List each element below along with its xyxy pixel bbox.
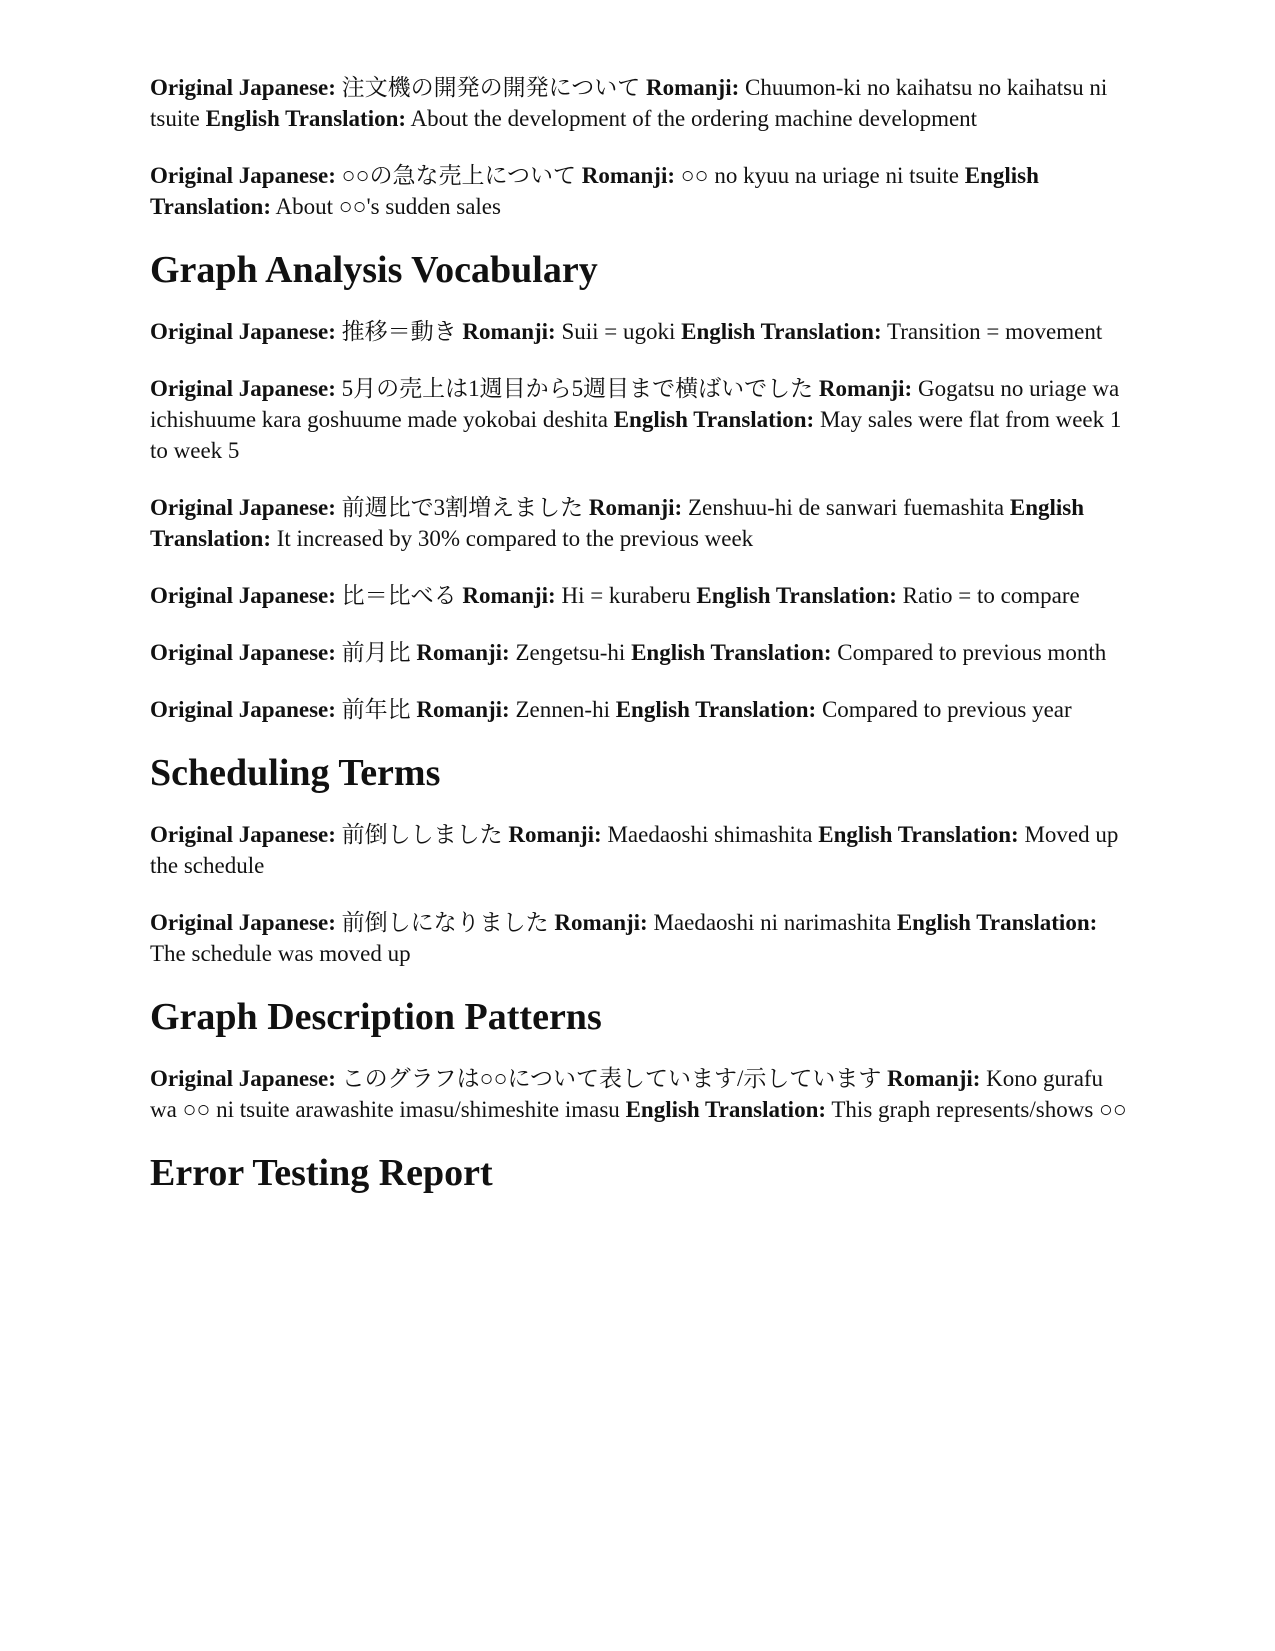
romanji-text: Gogatsu no uriage wa ichishuume kara goshuume made yokobai deshita <box>150 376 1120 432</box>
original-label: Original Japanese: <box>150 1066 336 1091</box>
romanji-text: Maedaoshi shimashita <box>607 822 813 847</box>
english-text: Ratio = to compare <box>902 583 1080 608</box>
vocab-entry <box>150 316 1130 347</box>
romanji-text: Kono gurafu wa ○○ ni tsuite arawashite imasu/shimeshite imasu <box>150 1066 1104 1122</box>
english-text: About the development of the ordering machine development <box>410 106 978 131</box>
vocab-entry <box>150 694 1130 725</box>
japanese-text: 推移＝動き <box>341 319 457 344</box>
japanese-text: ○○の急な売上について <box>341 163 576 188</box>
romanji-text: Hi = kuraberu <box>561 583 691 608</box>
original-label: Original Japanese: <box>150 319 336 344</box>
japanese-text: 前倒しになりました <box>341 910 549 935</box>
english-text: Moved up the schedule <box>150 822 1119 878</box>
section-heading: Graph Description Patterns <box>150 996 602 1038</box>
romanji-text: Suii = ugoki <box>561 319 676 344</box>
japanese-text: このグラフは○○について表しています/示しています <box>341 1066 882 1091</box>
vocab-entry <box>150 637 1130 668</box>
romanji-label: Romanji: <box>887 1066 981 1091</box>
english-label: English Translation: <box>625 1097 827 1122</box>
romanji-text: Maedaoshi ni narimashita <box>653 910 892 935</box>
romanji-label: Romanji: <box>818 376 913 401</box>
romanji-label: Romanji: <box>462 583 556 608</box>
english-label: English Translation: <box>613 407 815 432</box>
romanji-label: Romanji: <box>645 75 740 100</box>
section-continuation <box>150 72 1130 222</box>
romanji-text: Chuumon-ki no kaihatsu no kaihatsu ni tsuite <box>150 75 1108 131</box>
original-label: Original Japanese: <box>150 495 336 520</box>
english-label: English Translation: <box>818 822 1019 847</box>
english-text: About ○○'s sudden sales <box>275 194 501 219</box>
romanji-label: Romanji: <box>588 495 683 520</box>
english-text: Compared to previous year <box>821 697 1072 722</box>
romanji-label: Romanji: <box>581 163 676 188</box>
original-label: Original Japanese: <box>150 640 336 665</box>
romanji-text: ○○ no kyuu na uriage ni tsuite <box>680 163 959 188</box>
vocab-entry <box>150 160 1130 222</box>
english-label: English Translation: <box>681 319 882 344</box>
vocab-entry <box>150 1063 1130 1125</box>
english-label: English Translation: <box>615 697 817 722</box>
section-graph-analysis <box>150 248 1130 725</box>
japanese-text: 比＝比べる <box>341 583 457 608</box>
japanese-text: 5月の売上は1週目から5週目まで横ばいでした <box>341 376 814 401</box>
romanji-text: Zengetsu-hi <box>515 640 626 665</box>
section-heading: Graph Analysis Vocabulary <box>150 249 598 291</box>
document-page <box>150 72 1130 1219</box>
vocab-entry <box>150 580 1130 611</box>
vocab-entry <box>150 492 1130 554</box>
romanji-label: Romanji: <box>554 910 648 935</box>
romanji-label: Romanji: <box>508 822 602 847</box>
english-text: It increased by 30% compared to the previous week <box>276 526 754 551</box>
vocab-entry <box>150 373 1130 466</box>
original-label: Original Japanese: <box>150 822 336 847</box>
vocab-entry <box>150 907 1130 969</box>
english-text: May sales were flat from week 1 to week 5 <box>150 407 1122 463</box>
english-text: This graph represents/shows ○○ <box>831 1097 1127 1122</box>
japanese-text: 前倒ししました <box>341 822 503 847</box>
english-label: English Translation: <box>896 910 1098 935</box>
romanji-label: Romanji: <box>416 697 510 722</box>
romanji-text: Zennen-hi <box>515 697 610 722</box>
romanji-text: Zenshuu-hi de sanwari fuemashita <box>687 495 1005 520</box>
original-label: Original Japanese: <box>150 583 336 608</box>
original-label: Original Japanese: <box>150 163 336 188</box>
original-label: Original Japanese: <box>150 75 336 100</box>
original-label: Original Japanese: <box>150 910 336 935</box>
japanese-text: 前週比で3割増えました <box>341 495 584 520</box>
english-label: English Translation: <box>205 106 407 131</box>
original-label: Original Japanese: <box>150 697 336 722</box>
japanese-text: 注文機の開発の開発について <box>341 75 641 100</box>
section-heading: Scheduling Terms <box>150 752 441 794</box>
english-text: The schedule was moved up <box>150 941 411 966</box>
english-text: Compared to previous month <box>837 640 1107 665</box>
japanese-text: 前年比 <box>341 697 411 722</box>
english-label: English Translation: <box>150 495 1085 551</box>
japanese-text: 前月比 <box>341 640 411 665</box>
section-scheduling-terms <box>150 751 1130 969</box>
english-label: English Translation: <box>696 583 897 608</box>
english-label: English Translation: <box>631 640 832 665</box>
romanji-label: Romanji: <box>462 319 556 344</box>
english-label: English Translation: <box>150 163 1039 219</box>
original-label: Original Japanese: <box>150 376 336 401</box>
vocab-entry <box>150 72 1130 134</box>
romanji-label: Romanji: <box>416 640 510 665</box>
section-error-testing <box>150 1151 1130 1195</box>
english-text: Transition = movement <box>886 319 1103 344</box>
section-graph-description <box>150 995 1130 1125</box>
vocab-entry <box>150 819 1130 881</box>
section-heading: Error Testing Report <box>150 1152 493 1194</box>
